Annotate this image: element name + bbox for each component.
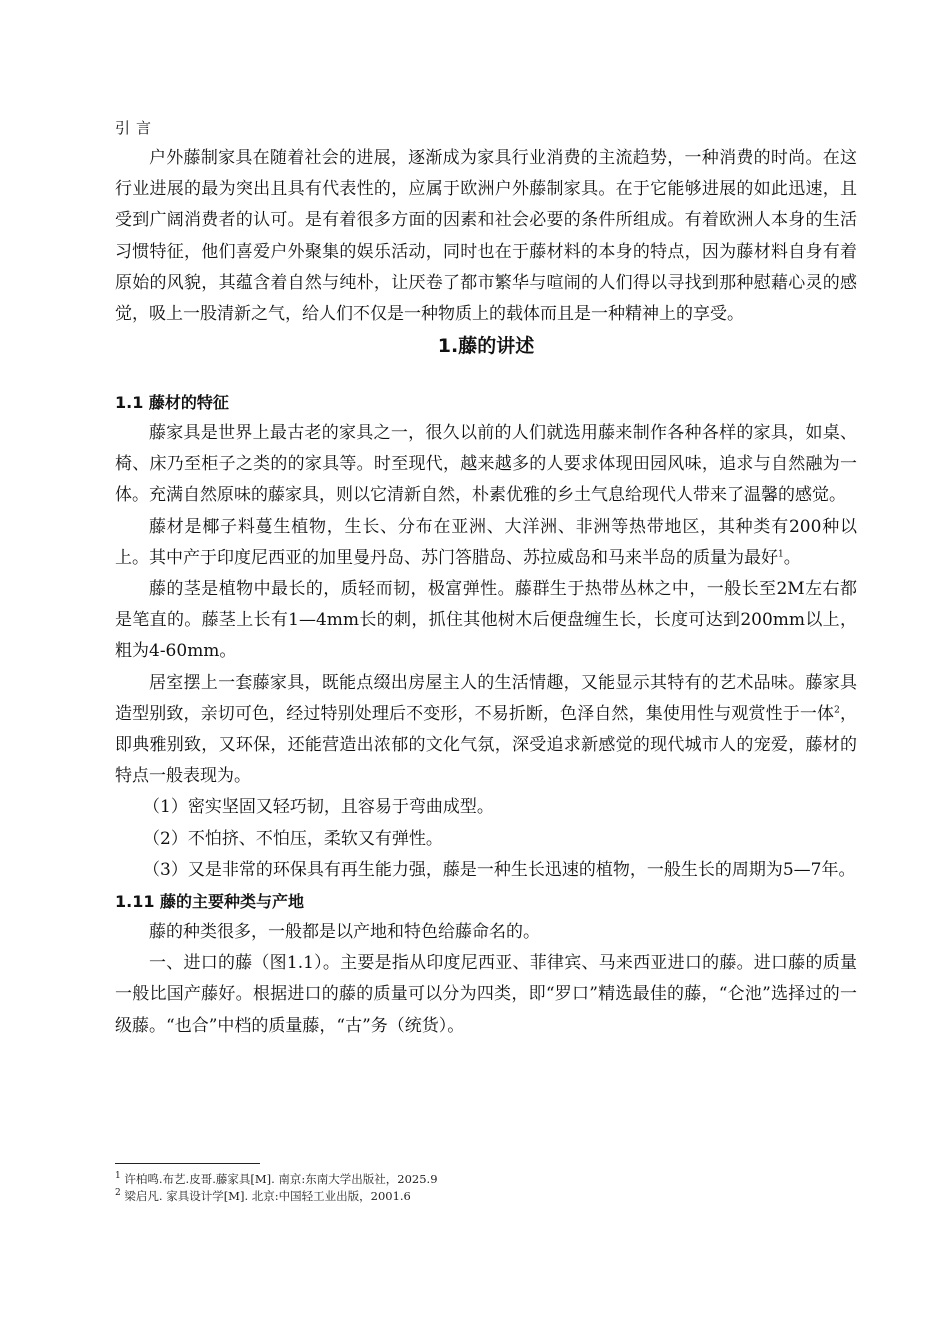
intro-paragraph: 户外藤制家具在随着社会的进展，逐渐成为家具行业消费的主流趋势，一种消费的时尚。在这行业进展的最为突出且具有代表性的，应属于欧洲户外藤制家具。在于它能够进展的如此迅速，且受到广阔消费者的认可。是有着很多方面的因素和社会必要的条件所组成。有着欧洲人本身的生活习惯特征，他们喜爱户外聚集的娱乐活动，同时也在于藤材料的本身的特点，因为藤材料自身有着原始的风貌，其蕴含着自然与纯朴，让厌卷了都市繁华与喧闹的人们得以寻找到那种慰藉心灵的感觉，吸上一股清新之气，给人们不仅是一种物质上的载体而且是一种精神上的享受。 [115,148,857,325]
list-item-1: （1）密实坚固又轻巧韧，且容易于弯曲成型。 [143,797,494,818]
paragraph-1: 藤家具是世界上最古老的家具之一，很久以前的人们就选用藤来制作各种各样的家具，如桌、椅、床乃至柜子之类的的家具等。时至现代，越来越多的人要求体现田园风味，追求与自然融为一体。充满自然原味的藤家具，则以它清新自然，朴素优雅的乡土气息给现代人带来了温馨的感觉。 [115,423,857,506]
paragraph-3: 藤的茎是植物中最长的，质轻而韧，极富弹性。藤群生于热带丛林之中，一般长至2M左右都是笔直的。藤茎上长有1—4mm长的刺，抓住其他树木后便盘缠生长，长度可达到200mm以上，粗为4-60mm。 [115,579,857,662]
intro-label: 引言 [115,119,158,137]
section-heading-1-1: 1.1 藤材的特征 [115,393,229,412]
section-heading-1-11: 1.11 藤的主要种类与产地 [115,892,305,912]
list-item-2: （2）不怕挤、不怕压，柔软又有弹性。 [143,828,443,849]
paragraph-4 [115,668,857,793]
footnote-mark-1: 1 [115,1171,121,1182]
intro-section [115,143,857,330]
paragraph-4-text-a: 居室摆上一套藤家具，既能点缀出房屋主人的生活情趣，又能显示其特有的艺术品味。藤家具造型别致，亲切可色，经过特别处理后不变形，不易折断，色泽自然，集使用性与观赏性于一体 [115,672,857,724]
chapter-title: 1.藤的讲述 [437,335,535,357]
footnote-mark-2: 2 [115,1188,121,1199]
section-1-1 [115,387,857,1042]
footnote-2 [115,1188,857,1205]
footnote-text-2: 梁启凡. 家具设计学[M]. 北京:中国轻工业出版，2001.6 [124,1189,411,1203]
footnote-ref-1: 1 [778,549,784,560]
paragraph-4-text-b: ，即典雅别致，又环保，还能营造出浓郁的文化气氛，深受追求新感觉的现代城市人的宠爱，藤材的特点一般表现为。 [115,703,858,787]
list-item-3: （3）又是非常的环保具有再生能力强，藤是一种生长迅速的植物，一般生长的周期为5—7年。 [143,859,856,880]
footnote-divider [115,1163,260,1164]
footnote-1 [115,1171,857,1188]
paragraph-6: 一、进口的藤（图1.1）。主要是指从印度尼西亚、菲律宾、马来西亚进口的藤。进口藤的质量一般比国产藤好。根据进口的藤的质量可以分为四类，即“罗口”精选最佳的藤，“仑池”选择过的一级藤。“也合”中档的质量藤，“古”务（统货）。 [115,953,857,1036]
footnote-ref-2: 2 [834,705,840,716]
paragraph-5: 藤的种类很多，一般都是以产地和特色给藤命名的。 [149,922,540,943]
footnotes [115,1171,857,1205]
paragraph-2-text: 藤材是椰子料蔓生植物，生长、分布在亚洲、大洋洲、非洲等热带地区，其种类有200种以上。其中产于印度尼西亚的加里曼丹岛、苏门答腊岛、苏拉威岛和马来半岛的质量为最好 [115,516,857,568]
footnote-text-1: 许柏鸣.布艺.皮哥.藤家具[M]. 南京:东南大学出版社，2025.9 [124,1172,438,1186]
paragraph-2-end: 。 [783,547,801,568]
paragraph-2 [115,512,857,574]
